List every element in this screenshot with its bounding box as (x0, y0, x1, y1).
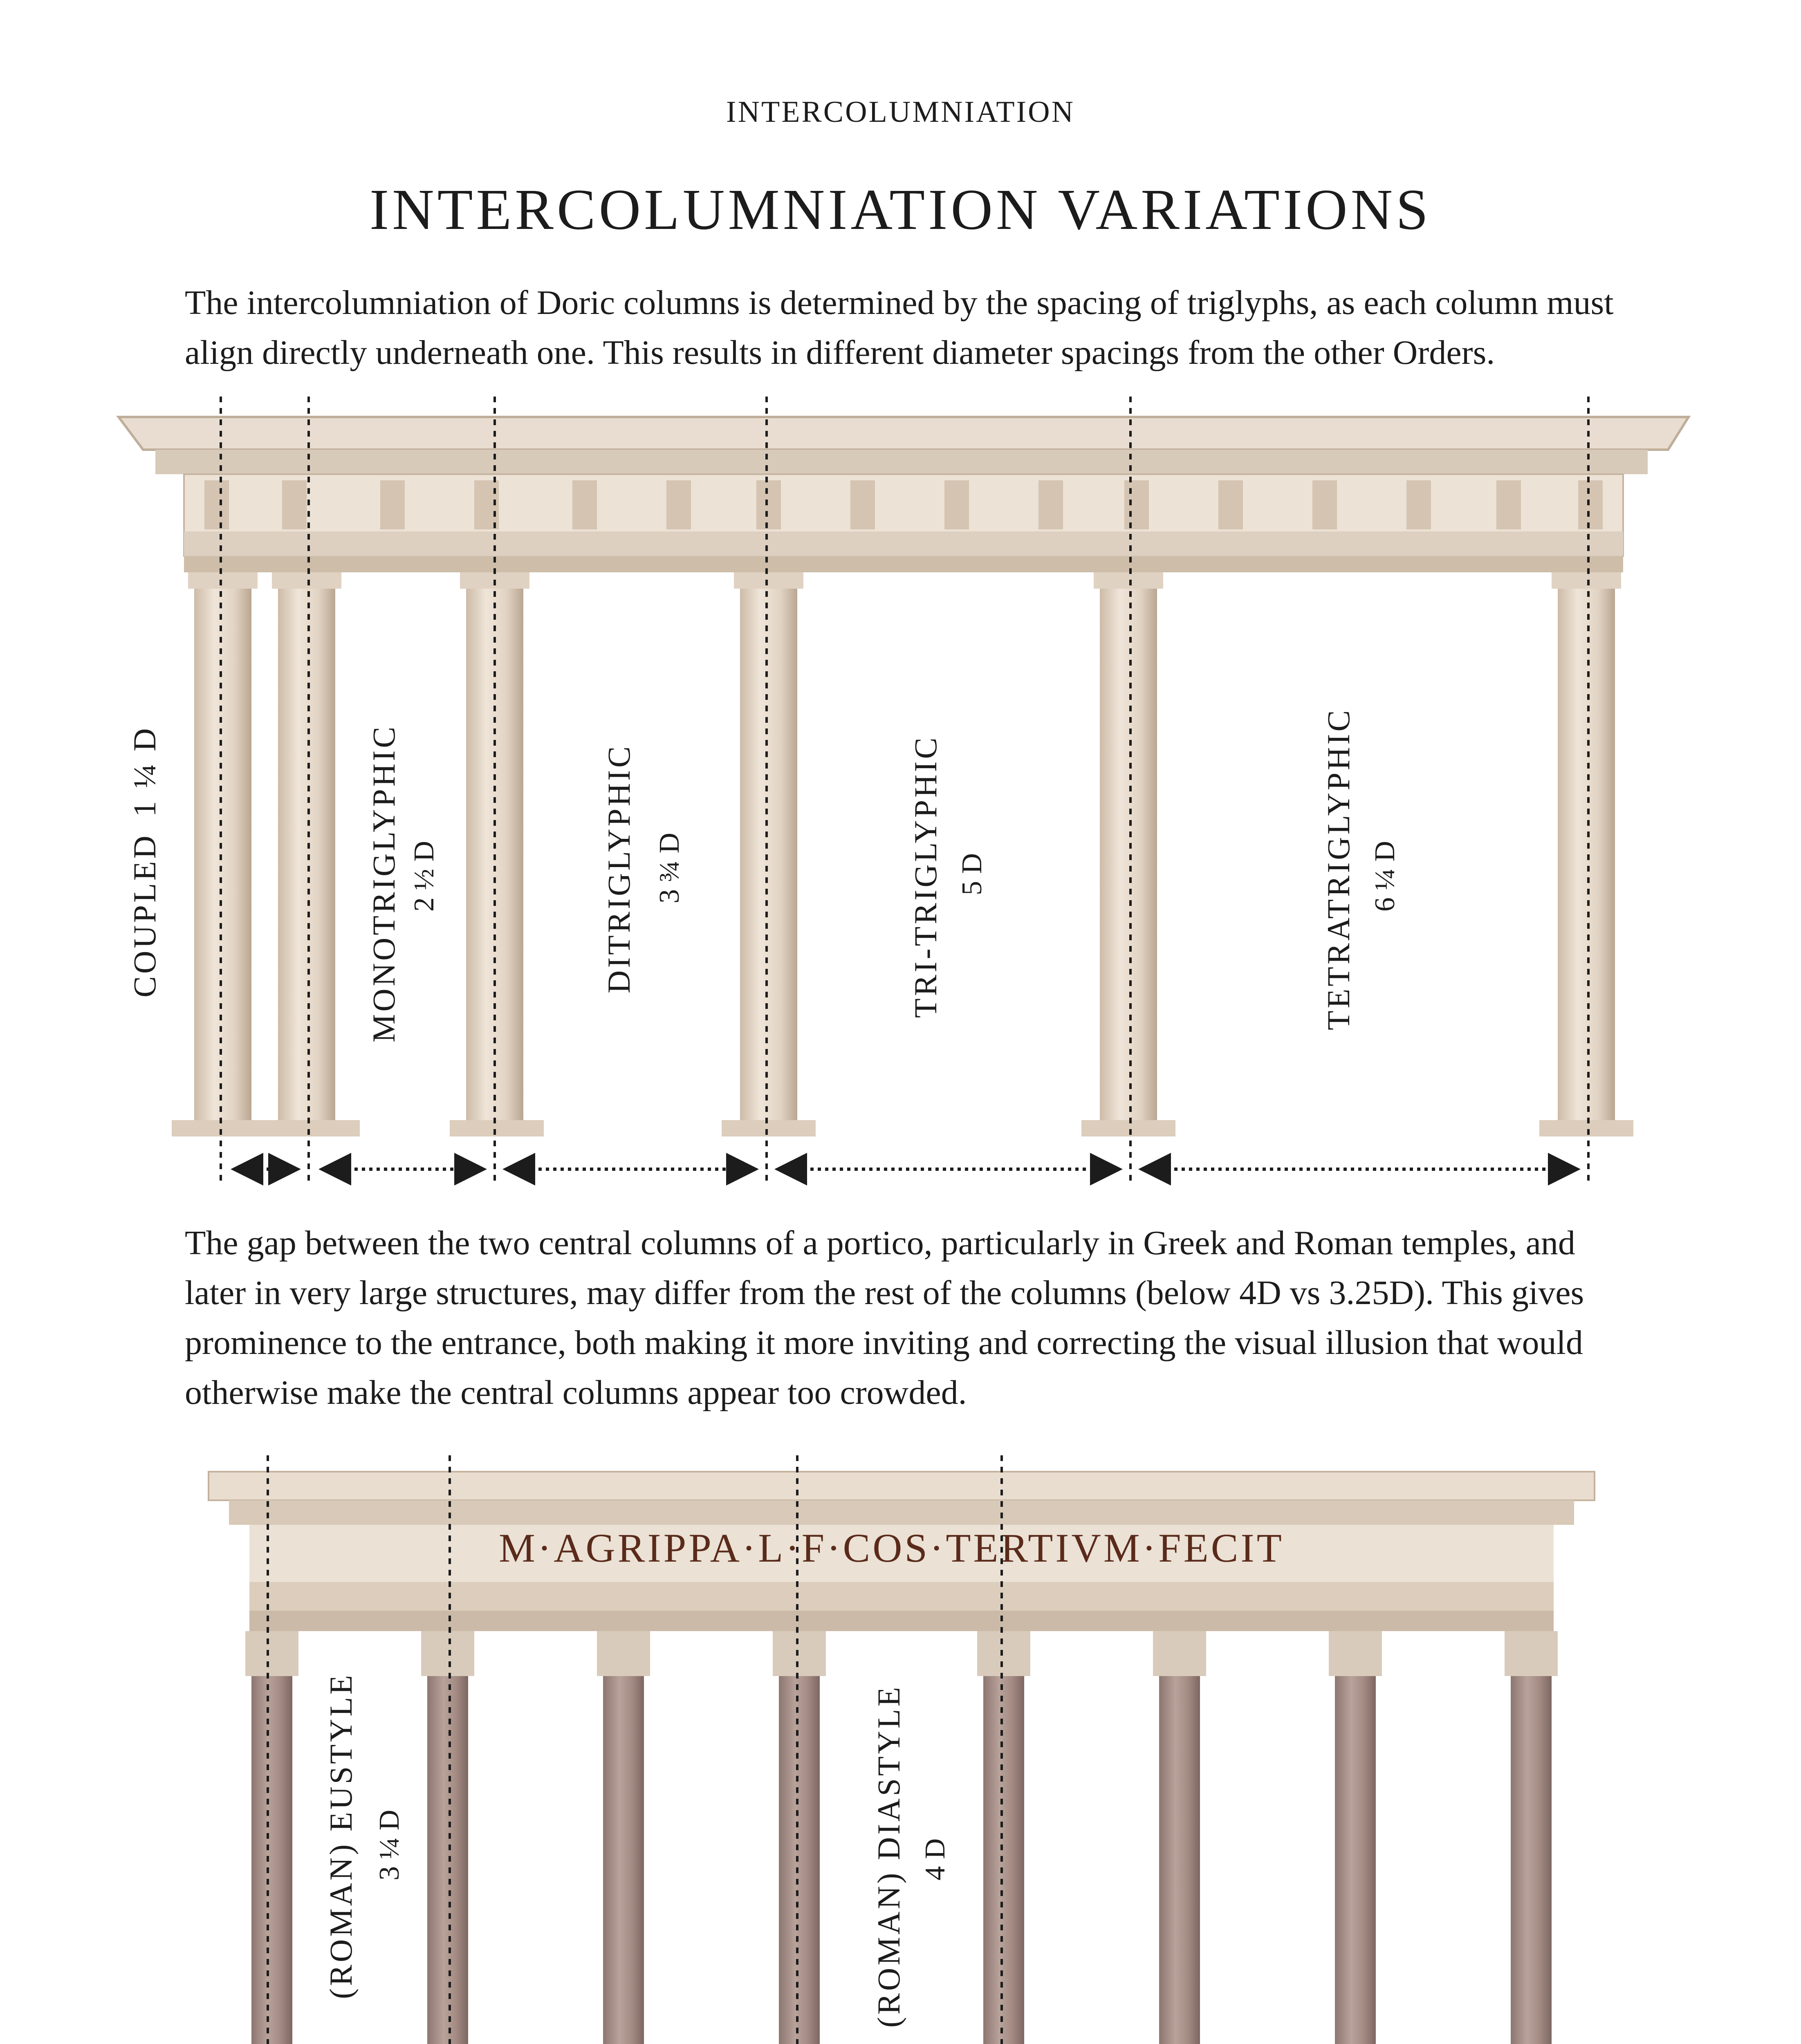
measure-eustyle: 3 ¼ D (374, 1809, 405, 1880)
label-tetratriglyphic: TETRATRIGLYPHIC (1321, 708, 1356, 1030)
doric-entablature (119, 417, 1689, 572)
svg-text:COUPLED1 ¼ D (127, 726, 162, 997)
pantheon-column (973, 1631, 1034, 2044)
label-coupled: COUPLED (127, 833, 162, 997)
pantheon-column (241, 1631, 303, 2044)
label-monotriglyphic: MONOTRIGLYPHIC (366, 724, 401, 1042)
body-paragraph: The gap between the two central columns of a portico, particularly in Greek and Roman temples, and later in very large structures, may differ from the rest of the columns (below 4D vs 3.25D). This gives prominence to the entrance, both making it more inviting and correcting the visual illusion that would otherwise make the central columns appear too crowded. (185, 1224, 1584, 1412)
intro-paragraph: The intercolumniation of Doric columns is determined by the spacing of triglyphs, as each column must align directly underneath one. This results in different diameter spacings from the other Orders. (185, 284, 1614, 372)
measure-ditriglyphic: 3 ¾ D (654, 832, 685, 903)
doric-column (172, 572, 266, 1136)
doric-column (450, 572, 544, 1136)
pantheon-column (769, 1631, 830, 2044)
pantheon-column (1149, 1631, 1210, 2044)
pantheon-column (417, 1631, 478, 2044)
pantheon-column (593, 1631, 654, 2044)
measure-monotriglyphic: 2 ½ D (408, 840, 440, 912)
pantheon-column (1500, 1631, 1562, 2044)
pantheon-column (1325, 1631, 1386, 2044)
measure-coupled: 1 ¼ D (127, 726, 162, 817)
doric-column (722, 572, 816, 1136)
measure-tetratriglyphic: 6 ¼ D (1369, 840, 1401, 912)
doric-column (1081, 572, 1175, 1136)
page-title: INTERCOLUMNIATION VARIATIONS (369, 177, 1432, 242)
measure-tri-triglyphic: 5 D (956, 853, 988, 895)
measure-diastyle: 4 D (920, 1838, 951, 1880)
label-tri-triglyphic: TRI-TRIGLYPHIC (908, 735, 943, 1018)
label-eustyle: (ROMAN) EUSTYLE (323, 1672, 359, 1999)
doric-column (1539, 572, 1633, 1136)
running-head: INTERCOLUMNIATION (726, 95, 1075, 129)
inscription: M·AGRIPPA·L·F·COS·TERTIVM·FECIT (499, 1525, 1284, 1571)
label-ditriglyphic: DITRIGLYPHIC (601, 744, 637, 993)
label-diastyle: (ROMAN) DIASTYLE (871, 1684, 906, 2028)
doric-column (262, 572, 360, 1136)
